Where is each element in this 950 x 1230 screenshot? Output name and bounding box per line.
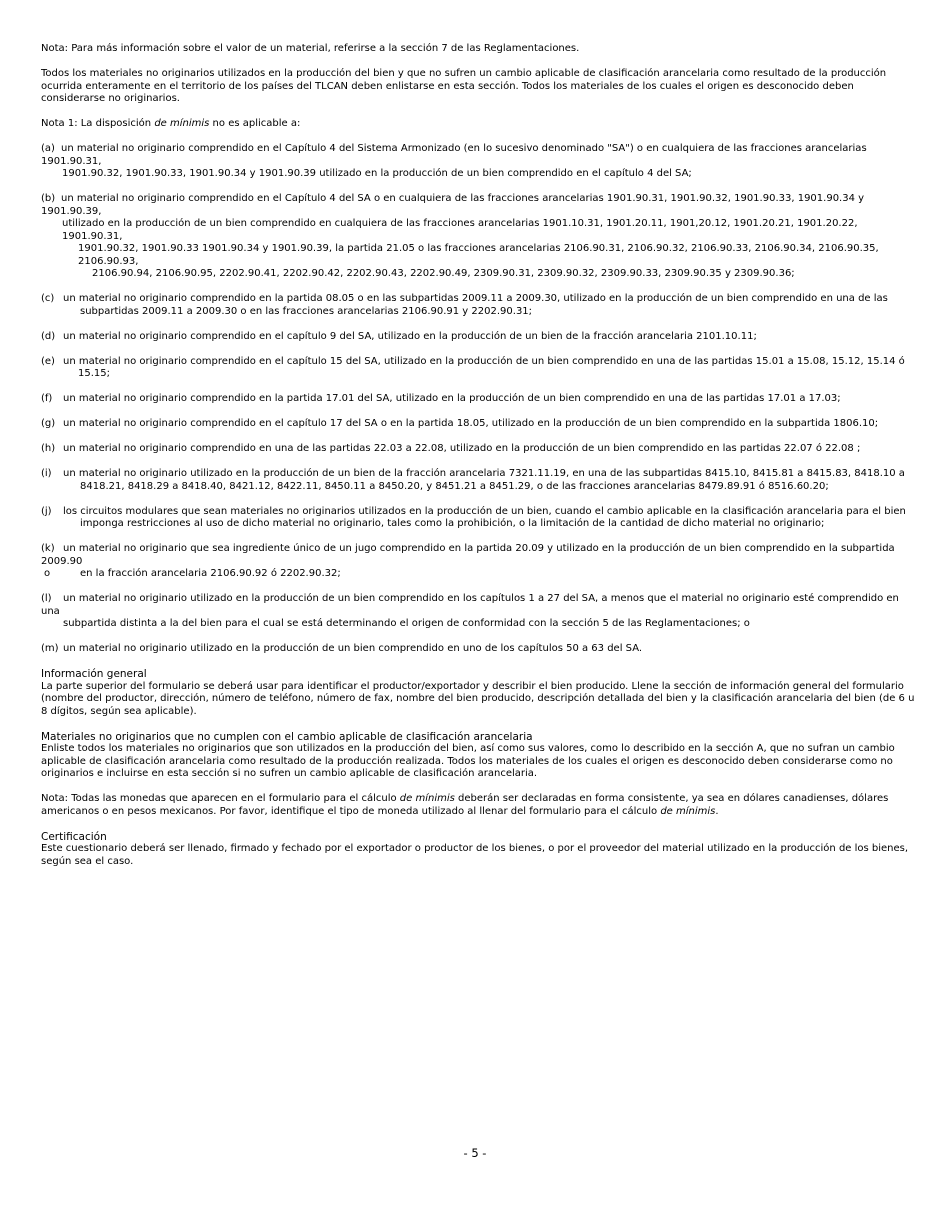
list-item-l: (l) un material no originario utilizado en la producción de un bien comprendido en los capítulos 1 a 27 del SA, a menos que el material no originario esté comprendido en una subpartida distinta a la del bien para el cual se está determinando el origen de conformidad con la sección 5 de las Reglamentaciones; o [41, 593, 899, 629]
list-item-i: (i) un material no originario utilizado en la producción de un bien de la fracción arancelaria 7321.11.19, en una de las subpartidas 8415.10, 8415.81 a 8415.83, 8418.10 a 8418.21, 8418.29 a 8418.40, 8421.12, 8422.11, 8450.11 a 8450.20, y 8451.21 a 8451.29, o de las fracciones arancelarias 8479.89.91 ó 8516.60.20; [41, 468, 905, 492]
section-title: Información general [41, 668, 147, 680]
intro-paragraph: Todos los materiales no originarios utilizados en la producción del bien y que no sufren un cambio aplicable de clasificación arancelaria como resultado de la producción ocurrida enteramente en el territorio de los países del TLCAN deben enlistarse en esta sección. Todos los materiales de los cuales el origen es desconocido deben considerarse no originarios. [41, 68, 887, 104]
list-item-j: (j) los circuitos modulares que sean materiales no originarios utilizados en la producción de un bien, cuando el cambio aplicable en la clasificación arancelaria para el bien imponga restricciones al uso de dicho material no originario, tales como la prohibición, o la limitación de la cantidad de dicho material no originario; [41, 505, 906, 529]
list-item-c: (c) un material no originario comprendido en la partida 08.05 o en las subpartidas 2009.11 a 2009.30, utilizado en la producción de un bien comprendido en una de las subpartidas 2009.11 a 2009.30 o en las fracciones arancelarias 2106.90.91 y 2202.90.31; [41, 293, 888, 317]
nota-monedas: Nota: Todas las monedas que aparecen en el formulario para el cálculo de mínimis deberán ser declaradas en forma consistente, ya sea en dólares canadienses, dólares americanos o en pesos mexicanos. Por favor, identifique el tipo de moneda utilizado al llenar del formulario para el cálculo de mínimis. [41, 793, 889, 817]
list-item-e: (e) un material no originario comprendido en el capítulo 15 del SA, utilizado en la producción de un bien comprendido en una de las partidas 15.01 a 15.08, 15.12, 15.14 ó 15.15; [41, 355, 905, 379]
nota-1: Nota 1: La disposición de mínimis no es aplicable a: [41, 118, 301, 129]
section-text: La parte superior del formulario se deberá usar para identificar el productor/exportador y describir el bien producido. Llene la sección de información general del formulario (nombre del productor, dirección, número de teléfono, número de fax, nombre del bien producido, descripción detallada del bien y la clasificación arancelaria del bien (de 6 u 8 dígitos, según sea aplicable). [41, 680, 915, 717]
nota-material: Nota: Para más información sobre el valor de un material, referirse a la sección 7 de las Reglamentaciones. [41, 43, 580, 54]
list-item-f: (f) un material no originario comprendido en la partida 17.01 del SA, utilizado en la producción de un bien comprendido en una de las partidas 17.01 a 17.03; [41, 393, 841, 404]
list-item-k: (k) un material no originario que sea ingrediente único de un jugo comprendido en la partida 20.09 y utilizado en la producción de un bien comprendido en la subpartida 2009.90 o en la fracción arancelaria 2106.90.92 ó 2202.90.32; [41, 543, 895, 579]
section-text: Enliste todos los materiales no originarios que son utilizados en la producción del bien, así como sus valores, como lo describido en la sección A, que no sufran un cambio aplicable de clasificación arancelaria como resultado de la producción realizada. Todos los materiales de los cuales el origen es desconocido deben considerarse como no originarios e incluirse en esta sección si no sufren un cambio aplicable de clasificación arancelaria. [41, 743, 895, 779]
list-item-a: (a) un material no originario comprendido en el Capítulo 4 del Sistema Armonizado (en lo sucesivo denominado "SA") o en cualquiera de las fracciones arancelarias 1901.90.31, 1901.90.32, 1901.90.33, 1901.90.34 y 1901.90.39 utilizado en la producción de un bien comprendido en el capítulo 4 del SA; [41, 143, 867, 179]
list-item-g: (g) un material no originario comprendido en el capítulo 17 del SA o en la partida 18.05, utilizado en la producción de un bien comprendido en la subpartida 1806.10; [41, 418, 879, 429]
list-item-b: (b) un material no originario comprendido en el Capítulo 4 del SA o en cualquiera de las fracciones arancelarias 1901.90.31, 1901.90.32, 1901.90.33, 1901.90.34 y 1901.90.39, utilizado en la producción de un bien comprendido en cualquiera de las fracciones arancelarias 1901.10.31, 1901.20.11, 1901,20.12, 1901.20.21, 1901.20.22, 1901.90.31, 1901.90.32, 1901.90.33 1901.90.34 y 1901.90.39, la partida 21.05 o las fracciones arancelarias 2106.90.31, 2106.90.32, 2106.90.33, 2106.90.34, 2106.90.35, 2106.90.93, 2106.90.94, 2106.90.95, 2202.90.41, 2202.90.42, 2202.90.43, 2202.90.49, 2309.90.31, 2309.90.32, 2309.90.33, 2309.90.35 y 2309.90.36; [41, 193, 879, 279]
section-text: Este cuestionario deberá ser llenado, firmado y fechado por el exportador o productor de los bienes, o por el proveedor del material utilizado en la producción de los bienes, según sea el caso. [41, 843, 909, 867]
section-certificacion [41, 831, 915, 869]
document-page [41, 43, 915, 881]
section-materiales [41, 731, 915, 781]
section-title: Certificación [41, 830, 107, 843]
list-item-d: (d) un material no originario comprendido en el capítulo 9 del SA, utilizado en la producción de un bien de la fracción arancelaria 2101.10.11; [41, 330, 757, 342]
list-item-m: (m) un material no originario utilizado en la producción de un bien comprendido en uno de los capítulos 50 a 63 del SA. [41, 643, 643, 654]
section-informacion-general [41, 668, 915, 718]
section-title: Materiales no originarios que no cumplen con el cambio aplicable de clasificación arancelaria [41, 730, 533, 743]
page-number: - 5 - [463, 1146, 487, 1160]
list-item-h: (h) un material no originario comprendido en una de las partidas 22.03 a 22.08, utilizado en la producción de un bien comprendido en las partidas 22.07 ó 22.08 ; [41, 443, 861, 454]
